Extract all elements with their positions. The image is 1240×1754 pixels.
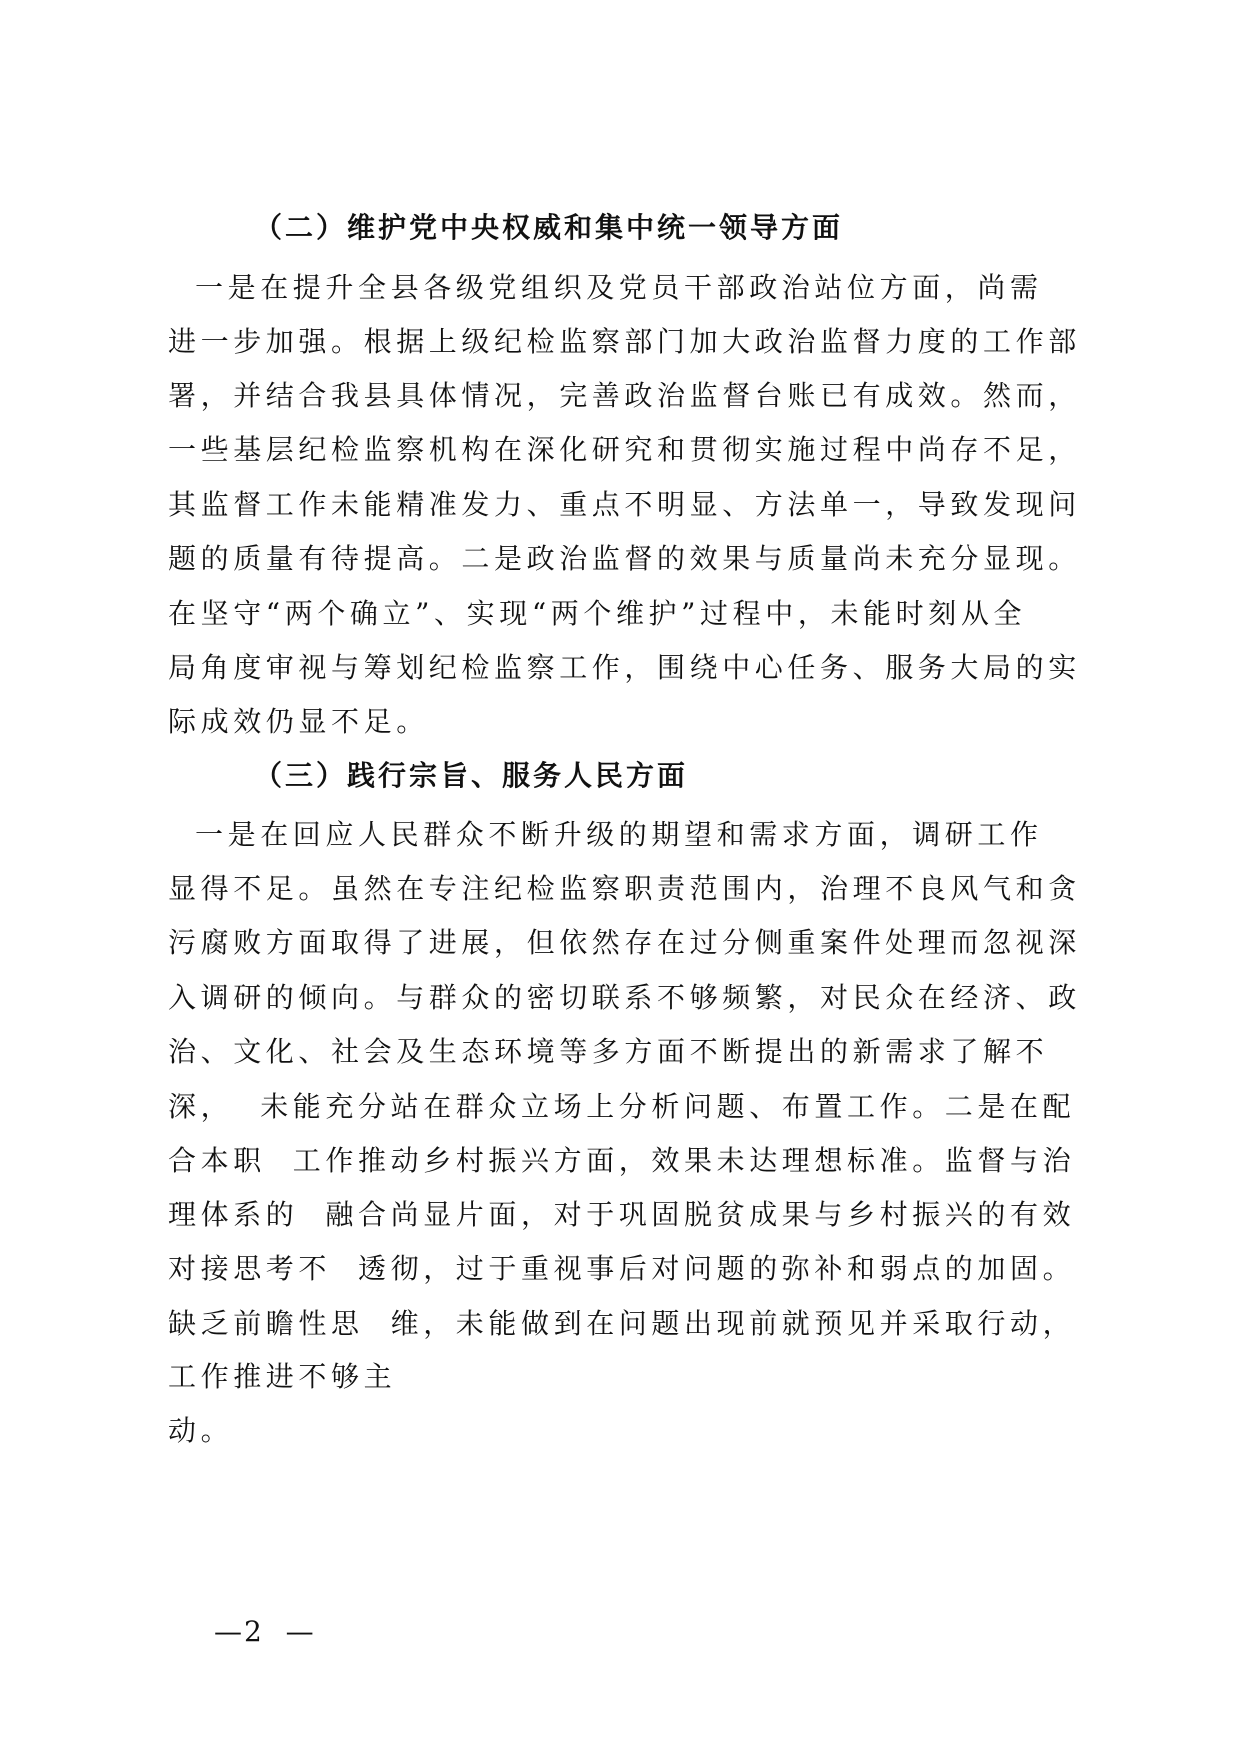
- paragraph-line: 署，并结合我县具体情况，完善政治监督台账已有成效。然而，: [168, 379, 1081, 412]
- section-heading-3: （三）践行宗旨、服务人民方面: [254, 759, 689, 792]
- paragraph-line: 在坚守“两个确立”、实现“两个维护”过程中，未能时刻从全: [168, 597, 1027, 630]
- paragraph-line: 其监督工作未能精准发力、重点不明显、方法单一，导致发现问: [168, 488, 1081, 521]
- section-heading-2: （二）维护党中央权威和集中统一领导方面: [254, 211, 844, 244]
- paragraph-line: 显得不足。虽然在专注纪检监察职责范围内，治理不良风气和贪: [168, 872, 1081, 905]
- paragraph-line: 合本职 工作推动乡村振兴方面，效果未达理想标准。监督与治: [168, 1144, 1076, 1177]
- paragraph-line: 污腐败方面取得了进展，但依然存在过分侧重案件处理而忽视深: [168, 926, 1081, 959]
- paragraph-line: 局角度审视与筹划纪检监察工作，围绕中心任务、服务大局的实: [168, 651, 1081, 684]
- paragraph-line: 理体系的 融合尚显片面，对于巩固脱贫成果与乡村振兴的有效: [168, 1198, 1076, 1231]
- paragraph-line: 入调研的倾向。与群众的密切联系不够频繁，对民众在经济、政: [168, 981, 1081, 1014]
- paragraph-line: 一些基层纪检监察机构在深化研究和贯彻实施过程中尚存不足，: [168, 433, 1081, 466]
- paragraph-line: 缺乏前瞻性思 维，未能做到在问题出现前就预见并采取行动，: [168, 1307, 1076, 1340]
- paragraph-line: 际成效仍显不足。: [168, 705, 429, 738]
- paragraph-line: 一是在提升全县各级党组织及党员干部政治站位方面，尚需: [168, 271, 1043, 304]
- paragraph-line: 一是在回应人民群众不断升级的期望和需求方面，调研工作: [168, 818, 1043, 851]
- paragraph-line: 动。: [168, 1414, 234, 1447]
- paragraph-line: 题的质量有待提高。二是政治监督的效果与质量尚未充分显现。: [168, 542, 1081, 575]
- paragraph-line: 对接思考不 透彻，过于重视事后对问题的弥补和弱点的加固。: [168, 1252, 1076, 1285]
- paragraph-line: 治、文化、社会及生态环境等多方面不断提出的新需求了解不: [168, 1035, 1049, 1068]
- paragraph-line: 进一步加强。根据上级纪检监察部门加大政治监督力度的工作部: [168, 325, 1081, 358]
- paragraph-line: 工作推进不够主: [168, 1360, 397, 1393]
- page-number: —2 —: [214, 1615, 316, 1648]
- paragraph-line: 深， 未能充分站在群众立场上分析问题、布置工作。二是在配: [168, 1090, 1076, 1123]
